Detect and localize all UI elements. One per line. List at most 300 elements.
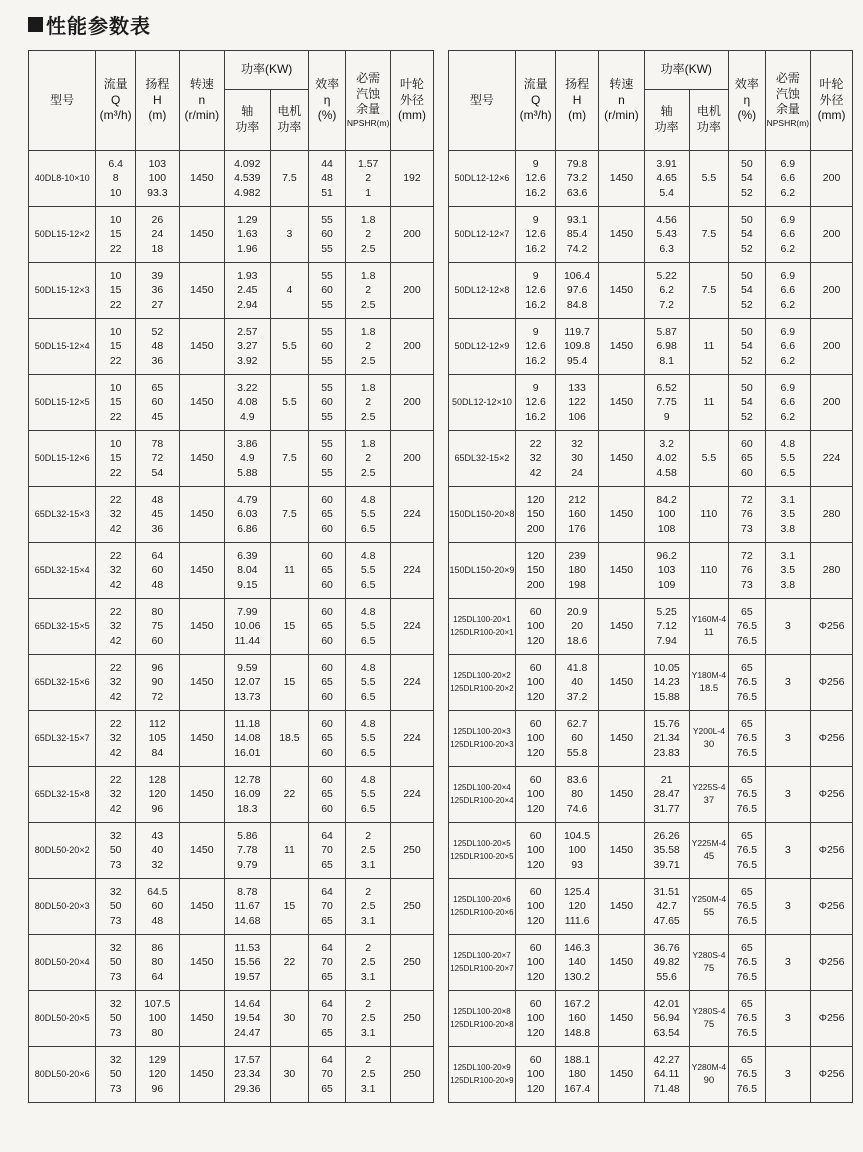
cell-line: 6.9 bbox=[780, 214, 796, 227]
cell-line: 96.2 bbox=[656, 550, 677, 563]
cell-line: 22 bbox=[283, 788, 296, 801]
cell-line: 6.6 bbox=[780, 284, 796, 297]
cell-line: 24 bbox=[571, 466, 583, 479]
cell-line: 1450 bbox=[609, 228, 634, 241]
cell-line: 轴 bbox=[241, 104, 254, 119]
cell-line: 7.94 bbox=[656, 634, 677, 647]
cell-line: 50 bbox=[740, 158, 753, 171]
cell-shaft bbox=[644, 711, 689, 767]
cell-line: 65DL32-15×4 bbox=[34, 565, 90, 576]
cell-line: 5.5 bbox=[360, 508, 376, 521]
cell-line: 15 bbox=[283, 620, 296, 633]
cell-line: 5.22 bbox=[656, 270, 677, 283]
cell-line: 2 bbox=[365, 228, 372, 241]
cell-line: 78 bbox=[151, 438, 164, 451]
col-header-power-group bbox=[644, 51, 729, 90]
cell-line: 1.29 bbox=[237, 214, 258, 227]
cell-speed bbox=[599, 375, 644, 431]
cell-line: 9 bbox=[532, 326, 539, 339]
cell-line: 3.1 bbox=[360, 858, 376, 871]
cell-speed bbox=[179, 599, 224, 655]
cell-line: 叶轮 bbox=[399, 77, 424, 92]
cell-shaft bbox=[644, 263, 689, 319]
cell-head bbox=[555, 487, 598, 543]
cell-speed bbox=[179, 263, 224, 319]
cell-line: Y225S-4 bbox=[692, 782, 726, 792]
cell-line: 2.5 bbox=[360, 1068, 376, 1081]
cell-line: 74.2 bbox=[566, 242, 588, 255]
col-header-head bbox=[555, 51, 598, 151]
cell-line: 60 bbox=[529, 886, 542, 899]
cell-line: 41.8 bbox=[566, 662, 588, 675]
cell-flow bbox=[96, 879, 136, 935]
cell-line: 160 bbox=[568, 508, 586, 521]
cell-line: 65DL32-15×8 bbox=[34, 789, 90, 800]
cell-shaft bbox=[225, 823, 271, 879]
cell-npsh bbox=[345, 879, 391, 935]
cell-line: 30 bbox=[283, 1012, 296, 1025]
cell-line: 功率 bbox=[654, 120, 679, 134]
cell-model bbox=[448, 543, 516, 599]
cell-line: 140 bbox=[568, 956, 586, 969]
cell-line: 3.1 bbox=[360, 1082, 376, 1095]
col-header-motor bbox=[270, 90, 309, 151]
cell-speed bbox=[179, 879, 224, 935]
cell-line: 6.5 bbox=[360, 690, 376, 703]
cell-line: 120 bbox=[526, 1082, 545, 1095]
cell-line: 80 bbox=[571, 788, 583, 801]
cell-line: 50 bbox=[740, 326, 753, 339]
cell-eff bbox=[729, 487, 766, 543]
cell-line: 3 bbox=[286, 228, 293, 241]
cell-line: Φ256 bbox=[818, 788, 845, 801]
cell-line: 65 bbox=[740, 942, 753, 955]
cell-line: 96 bbox=[151, 1082, 164, 1095]
cell-speed bbox=[599, 823, 644, 879]
cell-line: 3.1 bbox=[780, 550, 796, 563]
cell-line: 1.8 bbox=[360, 382, 376, 395]
cell-flow bbox=[516, 543, 556, 599]
cell-line: 65 bbox=[321, 914, 333, 927]
cell-line: 45 bbox=[703, 850, 715, 862]
cell-shaft bbox=[644, 823, 689, 879]
cell-line: 120 bbox=[526, 970, 545, 983]
cell-head bbox=[555, 879, 598, 935]
cell-line: 100 bbox=[526, 900, 545, 913]
cell-line: 3.5 bbox=[780, 564, 796, 577]
cell-head bbox=[135, 823, 179, 879]
cell-line: 130.2 bbox=[563, 970, 591, 983]
cell-eff bbox=[729, 1047, 766, 1103]
cell-line: 73.2 bbox=[566, 172, 588, 185]
cell-speed bbox=[599, 543, 644, 599]
cell-npsh bbox=[345, 487, 391, 543]
cell-line: 125DLR100-20×8 bbox=[450, 1019, 514, 1029]
cell-line: 42.7 bbox=[656, 900, 677, 913]
cell-line: 42 bbox=[109, 578, 122, 591]
cell-line: 45 bbox=[151, 410, 164, 423]
cell-line: 6.2 bbox=[659, 284, 674, 297]
cell-line: 64 bbox=[151, 970, 164, 983]
cell-flow bbox=[516, 823, 556, 879]
cell-line: 54 bbox=[740, 172, 753, 185]
cell-line: Φ256 bbox=[818, 1068, 845, 1081]
cell-line: 2.5 bbox=[360, 298, 376, 311]
table-row bbox=[448, 991, 853, 1047]
table-row bbox=[29, 879, 434, 935]
cell-flow bbox=[96, 543, 136, 599]
table-row bbox=[448, 151, 853, 207]
cell-line: 60 bbox=[321, 774, 333, 787]
cell-line: 64 bbox=[321, 998, 333, 1011]
cell-line: 95.4 bbox=[566, 354, 588, 367]
cell-speed bbox=[179, 823, 224, 879]
cell-line: 11.18 bbox=[234, 718, 261, 731]
cell-line: 60 bbox=[321, 396, 333, 409]
cell-shaft bbox=[644, 935, 689, 991]
cell-line: 125DL100-20×6 bbox=[453, 894, 511, 904]
table-row bbox=[29, 599, 434, 655]
cell-line: 224 bbox=[403, 620, 421, 633]
cell-flow bbox=[516, 375, 556, 431]
cell-speed bbox=[599, 655, 644, 711]
cell-line: 110 bbox=[700, 564, 718, 577]
cell-line: 32 bbox=[109, 676, 122, 689]
cell-line: 3.22 bbox=[237, 382, 258, 395]
table-row bbox=[29, 207, 434, 263]
cell-line: 50DL12-12×6 bbox=[454, 173, 510, 184]
cell-line: 60 bbox=[529, 1054, 542, 1067]
cell-line: 60 bbox=[529, 830, 542, 843]
cell-line: 65DL32-15×6 bbox=[34, 677, 90, 688]
cell-line: 100 bbox=[526, 844, 545, 857]
cell-line: 52 bbox=[740, 186, 753, 199]
cell-head bbox=[555, 207, 598, 263]
cell-line: 125DL100-20×5 bbox=[453, 838, 511, 848]
cell-line: 12.6 bbox=[525, 396, 546, 409]
cell-line: 60 bbox=[321, 522, 333, 535]
cell-line: 1450 bbox=[609, 172, 634, 185]
cell-line: 7.2 bbox=[659, 298, 674, 311]
cell-line: 50DL12-12×8 bbox=[454, 285, 510, 296]
cell-line: 122 bbox=[568, 396, 586, 409]
cell-line: 50DL15-12×4 bbox=[34, 341, 90, 352]
cell-motor bbox=[689, 991, 728, 1047]
cell-line: 13.73 bbox=[234, 690, 261, 703]
header-row-top bbox=[29, 51, 434, 90]
cell-line: 224 bbox=[403, 788, 421, 801]
cell-line: 19.57 bbox=[234, 970, 261, 983]
cell-line: 扬程 bbox=[565, 77, 590, 92]
cell-head bbox=[135, 1047, 179, 1103]
cell-line: 48 bbox=[151, 494, 164, 507]
cell-line: 6.5 bbox=[360, 746, 376, 759]
cell-line: 150 bbox=[526, 508, 545, 521]
cell-head bbox=[555, 823, 598, 879]
cell-line: 125DLR100-20×2 bbox=[450, 683, 514, 693]
col-header-motor bbox=[689, 90, 728, 151]
cell-line: 200 bbox=[526, 522, 545, 535]
cell-line: 93.1 bbox=[566, 214, 588, 227]
cell-line: 64 bbox=[321, 886, 333, 899]
col-header-power-group bbox=[225, 51, 309, 90]
cell-npsh bbox=[345, 431, 391, 487]
cell-line: 125DL100-20×3 bbox=[453, 726, 511, 736]
cell-line: 73 bbox=[109, 914, 122, 927]
cell-speed bbox=[599, 151, 644, 207]
cell-line: 42 bbox=[109, 746, 122, 759]
cell-head bbox=[135, 151, 179, 207]
cell-model bbox=[29, 151, 96, 207]
cell-line: 4.56 bbox=[656, 214, 677, 227]
cell-line: 50 bbox=[109, 844, 122, 857]
cell-line: 109.8 bbox=[563, 340, 591, 353]
cell-line: 83.6 bbox=[566, 774, 588, 787]
cell-line: 80 bbox=[151, 606, 164, 619]
cell-line: 64 bbox=[151, 550, 164, 563]
cell-line: 125DLR100-20×9 bbox=[450, 1075, 514, 1085]
cell-line: 120 bbox=[148, 1068, 167, 1081]
table-row bbox=[448, 599, 853, 655]
cell-model bbox=[29, 823, 96, 879]
cell-line: 119.7 bbox=[564, 326, 590, 339]
cell-line: 50DL15-12×3 bbox=[34, 285, 90, 296]
cell-shaft bbox=[225, 487, 271, 543]
cell-line: 11 bbox=[703, 396, 715, 409]
cell-speed bbox=[179, 431, 224, 487]
cell-line: 22 bbox=[109, 354, 122, 367]
cell-line: 100 bbox=[526, 1012, 545, 1025]
cell-line: 60 bbox=[321, 802, 333, 815]
cell-dia bbox=[811, 991, 853, 1047]
cell-line: 2.57 bbox=[237, 326, 258, 339]
cell-line: 15 bbox=[109, 228, 122, 241]
cell-flow bbox=[516, 207, 556, 263]
cell-motor bbox=[689, 431, 728, 487]
cell-shaft bbox=[644, 543, 689, 599]
cell-motor bbox=[689, 487, 728, 543]
cell-shaft bbox=[225, 375, 271, 431]
cell-line: 必需 bbox=[356, 71, 381, 86]
cell-line: 76 bbox=[740, 508, 753, 521]
cell-line: 22 bbox=[109, 466, 122, 479]
cell-line: 22 bbox=[109, 774, 122, 787]
cell-eff bbox=[729, 767, 766, 823]
cell-line: 电机 bbox=[277, 104, 302, 119]
cell-line: 60 bbox=[321, 746, 333, 759]
cell-line: Φ256 bbox=[818, 732, 845, 745]
cell-speed bbox=[179, 1047, 224, 1103]
cell-line: 4.8 bbox=[360, 662, 376, 675]
cell-line: 55.8 bbox=[566, 746, 588, 759]
cell-line: 60 bbox=[321, 284, 333, 297]
cell-line: 73 bbox=[740, 578, 753, 591]
cell-line: 5.86 bbox=[237, 830, 258, 843]
cell-line: 60 bbox=[529, 774, 542, 787]
cell-head bbox=[135, 319, 179, 375]
cell-line: 2.5 bbox=[360, 1012, 376, 1025]
cell-line: (r/min) bbox=[604, 108, 639, 123]
cell-line: 26.26 bbox=[653, 830, 680, 843]
cell-line: 6.9 bbox=[780, 158, 796, 171]
cell-line: 224 bbox=[403, 676, 421, 689]
cell-head bbox=[555, 151, 598, 207]
cell-line: 36.76 bbox=[653, 942, 680, 955]
cell-line: 32 bbox=[109, 830, 122, 843]
cell-motor bbox=[270, 991, 309, 1047]
cell-line: 3.86 bbox=[237, 438, 258, 451]
cell-line: 1450 bbox=[190, 900, 214, 913]
cell-eff bbox=[729, 543, 766, 599]
cell-flow bbox=[516, 151, 556, 207]
cell-line: 31.51 bbox=[653, 886, 680, 899]
cell-line: 1450 bbox=[609, 396, 634, 409]
cell-shaft bbox=[225, 599, 271, 655]
cell-line: 125DL100-20×7 bbox=[453, 950, 511, 960]
cell-speed bbox=[179, 543, 224, 599]
cell-line: 65 bbox=[740, 886, 753, 899]
cell-line: 120 bbox=[526, 550, 545, 563]
cell-line: 75 bbox=[151, 620, 164, 633]
cell-line: 55 bbox=[321, 298, 333, 311]
cell-line: 212 bbox=[568, 494, 586, 507]
cell-flow bbox=[516, 599, 556, 655]
cell-line: 4.58 bbox=[656, 466, 677, 479]
cell-line: 80 bbox=[151, 956, 164, 969]
cell-line: Y225M-4 bbox=[691, 838, 727, 848]
cell-model bbox=[448, 319, 516, 375]
cell-line: 224 bbox=[403, 508, 421, 521]
cell-line: Y280S-4 bbox=[692, 1006, 726, 1016]
cell-model bbox=[29, 207, 96, 263]
cell-line: 8.04 bbox=[237, 564, 258, 577]
cell-line: 2 bbox=[365, 396, 372, 409]
cell-line: 2 bbox=[365, 998, 372, 1011]
cell-line: 3 bbox=[784, 732, 791, 745]
cell-line: 9 bbox=[532, 214, 539, 227]
cell-line: 42 bbox=[529, 466, 542, 479]
cell-line: 120 bbox=[526, 858, 545, 871]
cell-line: 55.6 bbox=[656, 970, 677, 983]
cell-line: 280 bbox=[822, 564, 841, 577]
cell-line: 80DL50-20×4 bbox=[34, 957, 90, 968]
cell-line: 2.94 bbox=[237, 298, 258, 311]
cell-line: 22 bbox=[109, 242, 122, 255]
cell-line: 23.83 bbox=[653, 746, 680, 759]
cell-line: NPSHR(m) bbox=[766, 117, 810, 128]
cell-npsh bbox=[345, 207, 391, 263]
cell-line: 39 bbox=[151, 270, 164, 283]
cell-line: 7.78 bbox=[237, 844, 258, 857]
cell-line: 64 bbox=[321, 1054, 333, 1067]
cell-line: 45 bbox=[151, 508, 164, 521]
col-header-model bbox=[29, 51, 96, 151]
cell-line: 3 bbox=[784, 620, 791, 633]
cell-line: 7.99 bbox=[237, 606, 258, 619]
cell-line: 4.08 bbox=[237, 396, 258, 409]
cell-line: 2 bbox=[365, 886, 372, 899]
cell-model bbox=[448, 823, 516, 879]
cell-line: 51 bbox=[321, 186, 333, 199]
col-header-speed bbox=[179, 51, 224, 151]
cell-line: 3 bbox=[784, 900, 791, 913]
cell-model bbox=[29, 935, 96, 991]
cell-shaft bbox=[644, 375, 689, 431]
cell-npsh bbox=[345, 1047, 391, 1103]
cell-line: 12.6 bbox=[525, 172, 546, 185]
cell-line: 7.5 bbox=[701, 284, 717, 297]
cell-eff bbox=[729, 879, 766, 935]
cell-line: 280 bbox=[822, 508, 841, 521]
cell-line: 27 bbox=[151, 298, 164, 311]
cell-line: 60 bbox=[321, 606, 333, 619]
cell-line: Y280S-4 bbox=[692, 950, 726, 960]
cell-model bbox=[448, 375, 516, 431]
cell-line: 功率 bbox=[277, 120, 302, 134]
cell-line: 200 bbox=[403, 396, 421, 409]
cell-line: 15 bbox=[283, 900, 296, 913]
cell-line: 15 bbox=[109, 452, 122, 465]
cell-line: 4 bbox=[286, 284, 293, 297]
cell-eff bbox=[309, 599, 346, 655]
cell-line: 60 bbox=[740, 466, 753, 479]
cell-speed bbox=[179, 319, 224, 375]
cell-line: 107.5 bbox=[144, 998, 171, 1011]
table-row bbox=[29, 767, 434, 823]
cell-line: 6.5 bbox=[360, 578, 376, 591]
cell-line: (m³/h) bbox=[99, 108, 132, 123]
cell-line: 11 bbox=[283, 564, 295, 577]
cell-line: 72 bbox=[740, 550, 753, 563]
cell-line: 37 bbox=[703, 794, 715, 806]
cell-model bbox=[448, 655, 516, 711]
cell-line: 19.54 bbox=[234, 1012, 261, 1025]
cell-motor bbox=[270, 935, 309, 991]
cell-line: 32 bbox=[109, 998, 122, 1011]
cell-eff bbox=[309, 711, 346, 767]
cell-line: 3 bbox=[784, 844, 791, 857]
cell-shaft bbox=[644, 151, 689, 207]
cell-line: 55 bbox=[321, 214, 333, 227]
cell-line: 16.2 bbox=[525, 242, 546, 255]
table-row bbox=[448, 319, 853, 375]
cell-dia bbox=[391, 655, 433, 711]
cell-line: 86 bbox=[151, 942, 164, 955]
cell-line: 6.86 bbox=[237, 522, 258, 535]
cell-line: 42.27 bbox=[653, 1054, 680, 1067]
cell-line: 1450 bbox=[190, 620, 214, 633]
cell-line: 76.5 bbox=[736, 1012, 758, 1025]
cell-dia bbox=[811, 431, 853, 487]
cell-line: 200 bbox=[403, 228, 421, 241]
cell-line: 14.64 bbox=[234, 998, 261, 1011]
cell-motor bbox=[689, 319, 728, 375]
table-row bbox=[448, 879, 853, 935]
cell-dia bbox=[811, 151, 853, 207]
cell-line: 76.5 bbox=[736, 788, 758, 801]
cell-line: 60 bbox=[529, 998, 542, 1011]
cell-line: (mm) bbox=[817, 108, 846, 123]
cell-flow bbox=[516, 1047, 556, 1103]
cell-line: 流量 bbox=[523, 77, 548, 92]
table-row bbox=[29, 1047, 434, 1103]
cell-model bbox=[448, 935, 516, 991]
cell-line: 9.59 bbox=[237, 662, 258, 675]
cell-motor bbox=[689, 1047, 728, 1103]
cell-line: 97.6 bbox=[566, 284, 588, 297]
cell-line: 转速 bbox=[609, 77, 634, 92]
cell-line: Y280M-4 bbox=[691, 1062, 727, 1072]
